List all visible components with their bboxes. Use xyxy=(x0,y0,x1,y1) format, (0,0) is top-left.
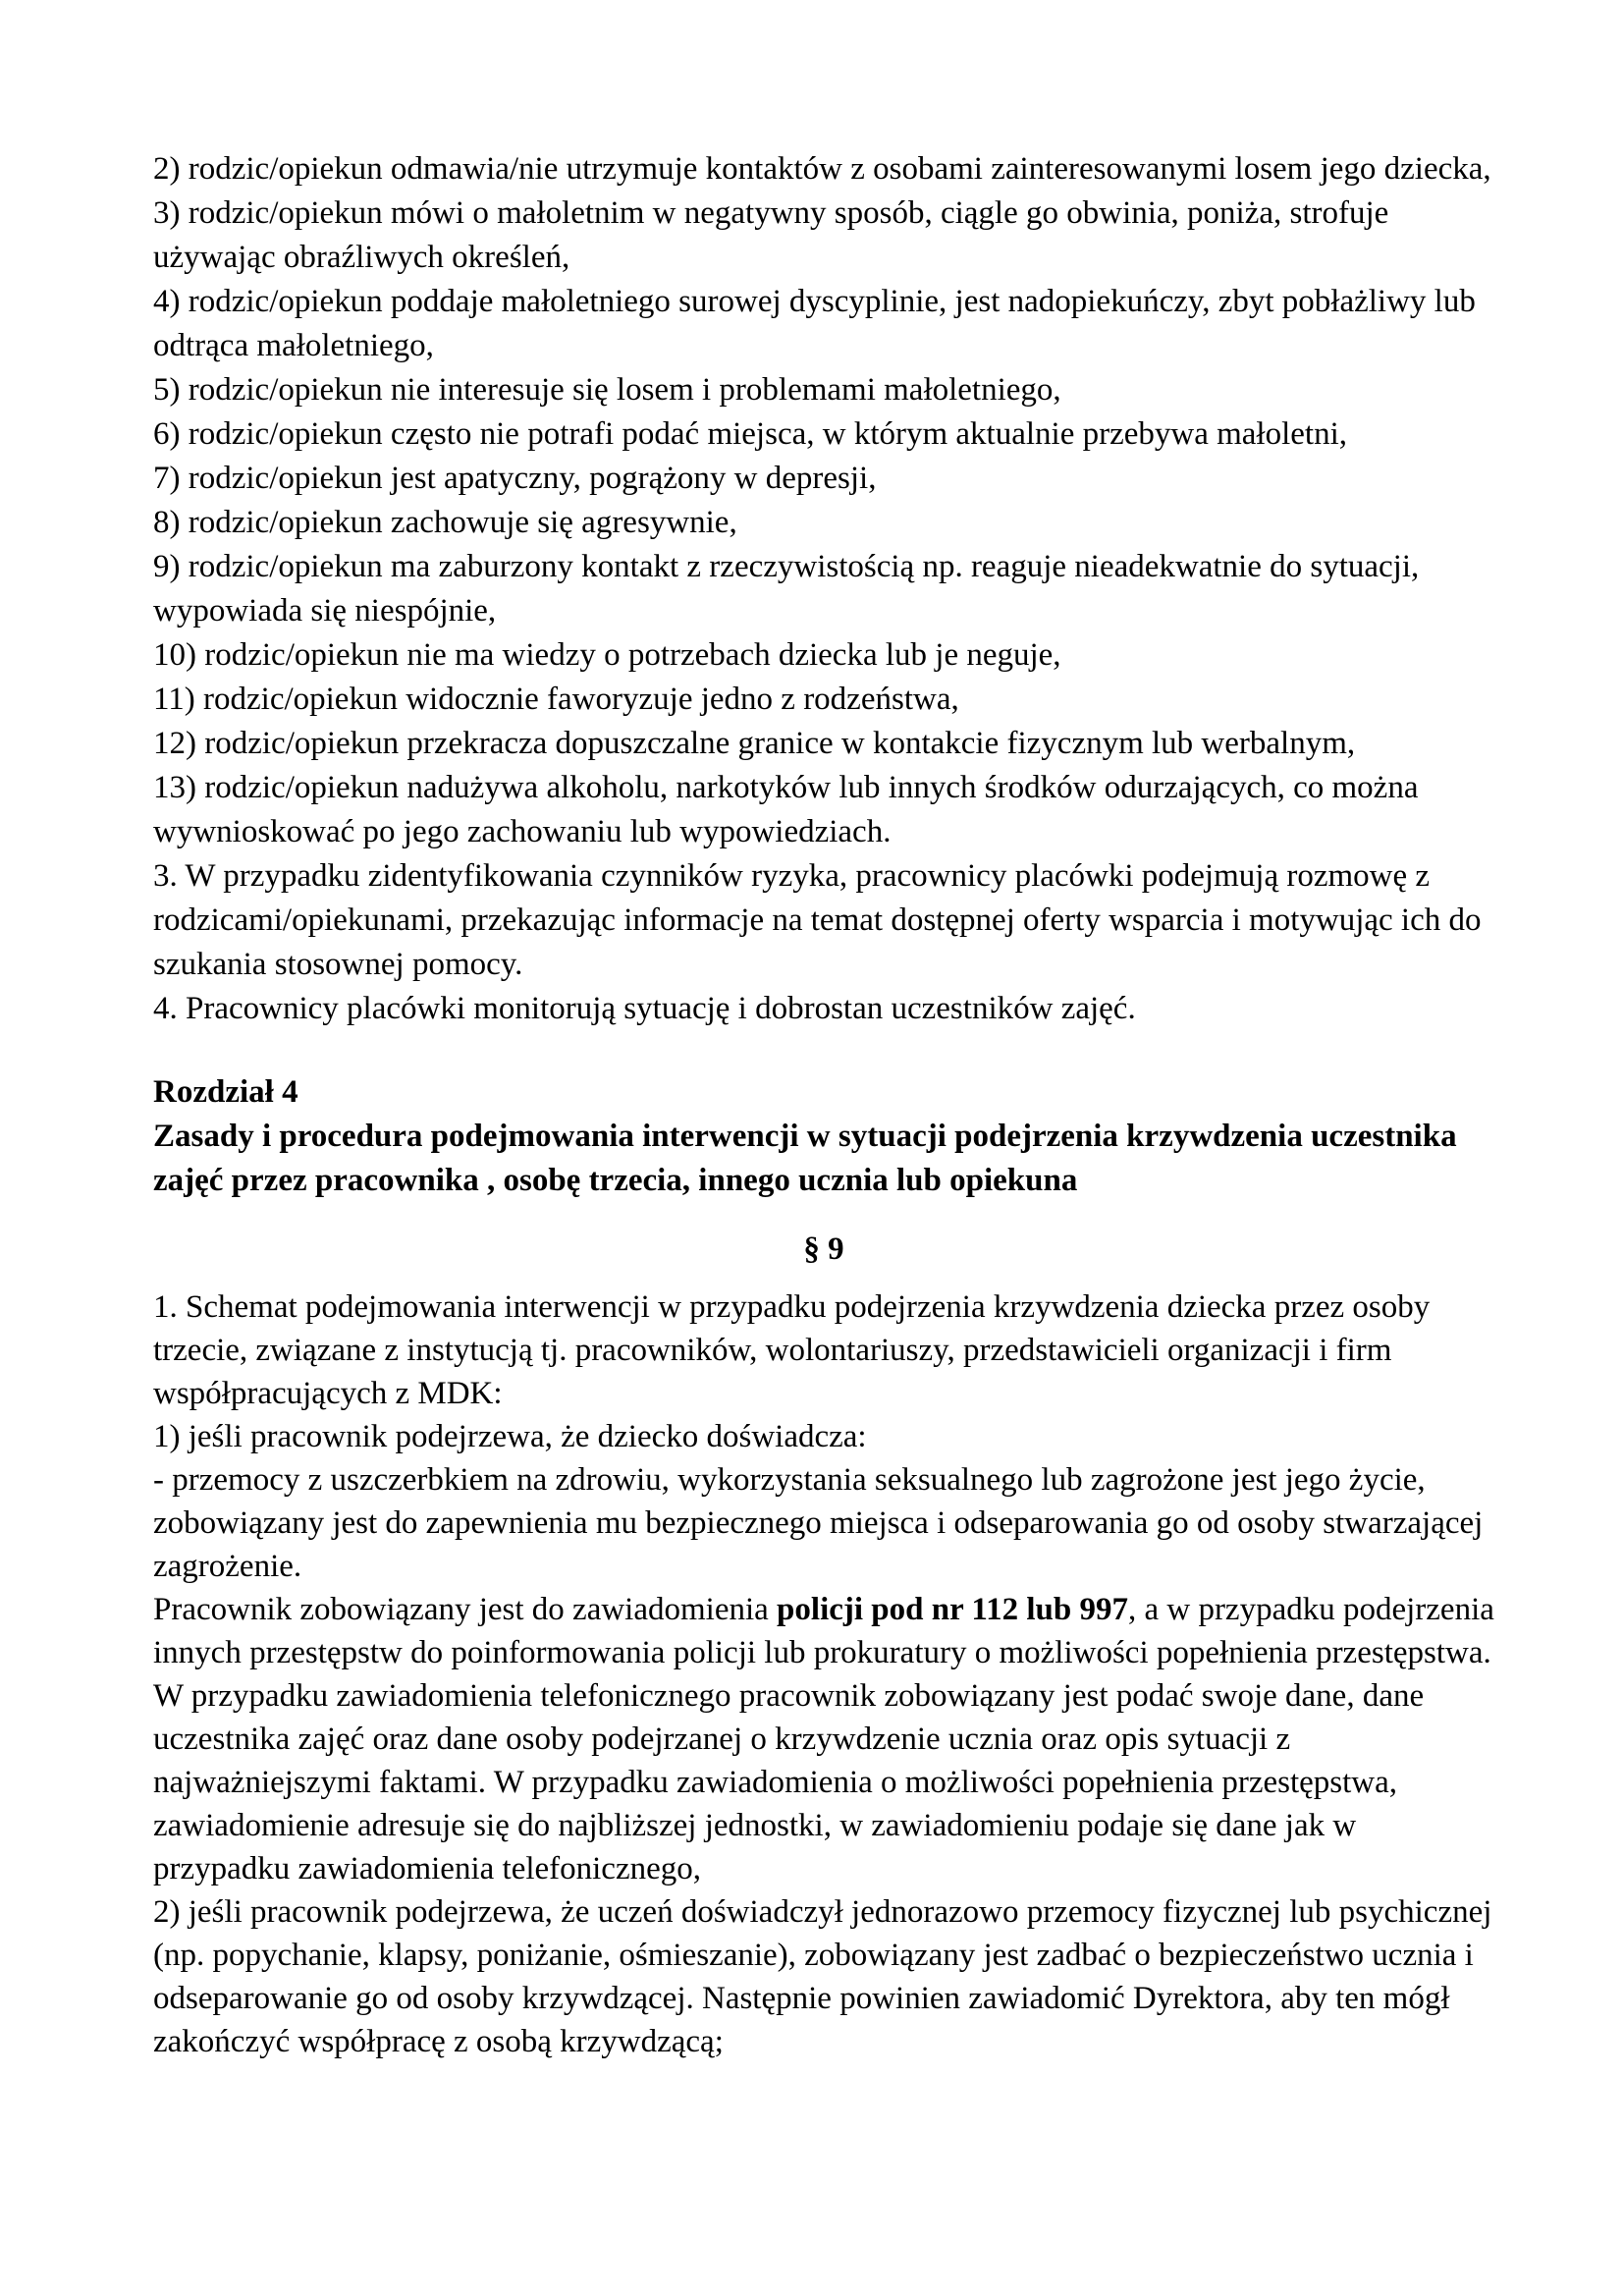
paragraph xyxy=(153,1285,1494,1415)
paragraph xyxy=(153,854,1494,987)
text-run: 1) jeśli pracownik podejrzewa, że dziecko doświadcza: xyxy=(153,1419,867,1454)
text-run: 13) rodzic/opiekun nadużywa alkoholu, narkotyków lub innych środków odurzających, co można wywnioskować po jego zachowaniu lub wypowiedziach. xyxy=(153,770,1419,849)
text-run: 7) rodzic/opiekun jest apatyczny, pogrążony w depresji, xyxy=(153,461,877,496)
text-run: - przemocy z uszczerbkiem na zdrowiu, wykorzystania seksualnego lub zagrożone jest jego życie, zobowiązany jest do zapewnienia mu bezpiecznego miejsca i odseparowania go od osoby stwarzającej zagrożenie. xyxy=(153,1462,1484,1584)
text-run: 1. Schemat podejmowania interwencji w przypadku podejrzenia krzywdzenia dziecka przez osoby trzecie, związane z instytucją tj. pracowników, wolontariuszy, przedstawicieli organizacji i firm współpracujących z MDK: xyxy=(153,1289,1431,1411)
text-run: 6) rodzic/opiekun często nie potrafi podać miejsca, w którym aktualnie przebywa małoletni, xyxy=(153,416,1347,452)
paragraph xyxy=(153,501,1494,545)
paragraph xyxy=(153,722,1494,766)
chapter-heading xyxy=(153,1070,1494,1115)
text-run: Pracownik zobowiązany jest do zawiadomienia xyxy=(153,1592,778,1627)
paragraph xyxy=(153,1458,1494,1588)
paragraph xyxy=(153,412,1494,457)
paragraph xyxy=(153,1415,1494,1458)
text-run: 10) rodzic/opiekun nie ma wiedzy o potrzebach dziecka lub je neguje, xyxy=(153,637,1061,673)
paragraph xyxy=(153,191,1494,280)
paragraph xyxy=(153,368,1494,412)
text-run: 11) rodzic/opiekun widocznie faworyzuje jedno z rodzeństwa, xyxy=(153,682,959,717)
text-run: 9) rodzic/opiekun ma zaburzony kontakt z rzeczywistością np. reaguje nieadekwatnie do sytuacji, wypowiada się niespójnie, xyxy=(153,549,1420,629)
vertical-space xyxy=(153,1203,1494,1228)
text-run: 12) rodzic/opiekun przekracza dopuszczalne granice w kontakcie fizycznym lub werbalnym, xyxy=(153,726,1356,761)
text-run: 4. Pracownicy placówki monitorują sytuację i dobrostan uczestników zajęć. xyxy=(153,991,1136,1026)
paragraph xyxy=(153,633,1494,678)
paragraph xyxy=(153,678,1494,722)
vertical-space xyxy=(153,1271,1494,1285)
paragraph xyxy=(153,545,1494,633)
bold-text-run: Rozdział 4 xyxy=(153,1074,298,1110)
document-body xyxy=(153,147,1494,2063)
text-run: 4) rodzic/opiekun poddaje małoletniego surowej dyscyplinie, jest nadopiekuńczy, zbyt pobłażliwy lub odtrąca małoletniego, xyxy=(153,284,1476,363)
paragraph xyxy=(153,280,1494,368)
paragraph xyxy=(153,1890,1494,2063)
bold-text-run: policji pod nr 112 lub 997 xyxy=(777,1592,1128,1627)
paragraph xyxy=(153,766,1494,854)
paragraph xyxy=(153,1588,1494,1890)
vertical-space xyxy=(153,1031,1494,1070)
paragraph xyxy=(153,147,1494,191)
paragraph xyxy=(153,987,1494,1031)
bold-text-run: Zasady i procedura podejmowania interwencji w sytuacji podejrzenia krzywdzenia uczestnika zajęć przez pracownika , osobę trzecia, innego ucznia lub opiekuna xyxy=(153,1119,1457,1198)
section-number xyxy=(153,1228,1494,1271)
text-run: 2) rodzic/opiekun odmawia/nie utrzymuje kontaktów z osobami zainteresowanymi losem jego dziecka, xyxy=(153,151,1491,187)
text-run: 3. W przypadku zidentyfikowania czynników ryzyka, pracownicy placówki podejmują rozmowę z rodzicami/opiekunami, przekazując informacje na temat dostępnej oferty wsparcia i motywując ich do szukania stosownej pomocy. xyxy=(153,858,1482,982)
paragraph xyxy=(153,457,1494,501)
text-run: 8) rodzic/opiekun zachowuje się agresywnie, xyxy=(153,505,737,540)
chapter-heading xyxy=(153,1115,1494,1203)
bold-text-run: § 9 xyxy=(803,1231,844,1267)
text-run: 2) jeśli pracownik podejrzewa, że uczeń doświadczył jednorazowo przemocy fizycznej lub psychicznej (np. popychanie, klapsy, poniżanie, ośmieszanie), zobowiązany jest zadbać o bezpieczeństwo ucznia i odseparowanie go od osoby krzywdzącej. Następnie powinien zawiadomić Dyrektora, aby ten mógł zakończyć współpracę z osobą krzywdzącą; xyxy=(153,1894,1492,2059)
text-run: 3) rodzic/opiekun mówi o małoletnim w negatywny sposób, ciągle go obwinia, poniża, strofuje używając obraźliwych określeń, xyxy=(153,195,1389,275)
text-run: , a w przypadku podejrzenia innych przestępstw do poinformowania policji lub prokuratury o możliwości popełnienia przestępstwa. W przypadku zawiadomienia telefonicznego pracownik zobowiązany jest podać swoje dane, dane uczestnika zajęć oraz dane osoby podejrzanej o krzywdzenie ucznia oraz opis sytuacji z najważniejszymi faktami. W przypadku zawiadomienia o możliwości popełnienia przestępstwa, zawiadomienie adresuje się do najbliższej jednostki, w zawiadomieniu podaje się dane jak w przypadku zawiadomienia telefonicznego, xyxy=(153,1592,1494,1886)
text-run: 5) rodzic/opiekun nie interesuje się losem i problemami małoletniego, xyxy=(153,372,1061,408)
